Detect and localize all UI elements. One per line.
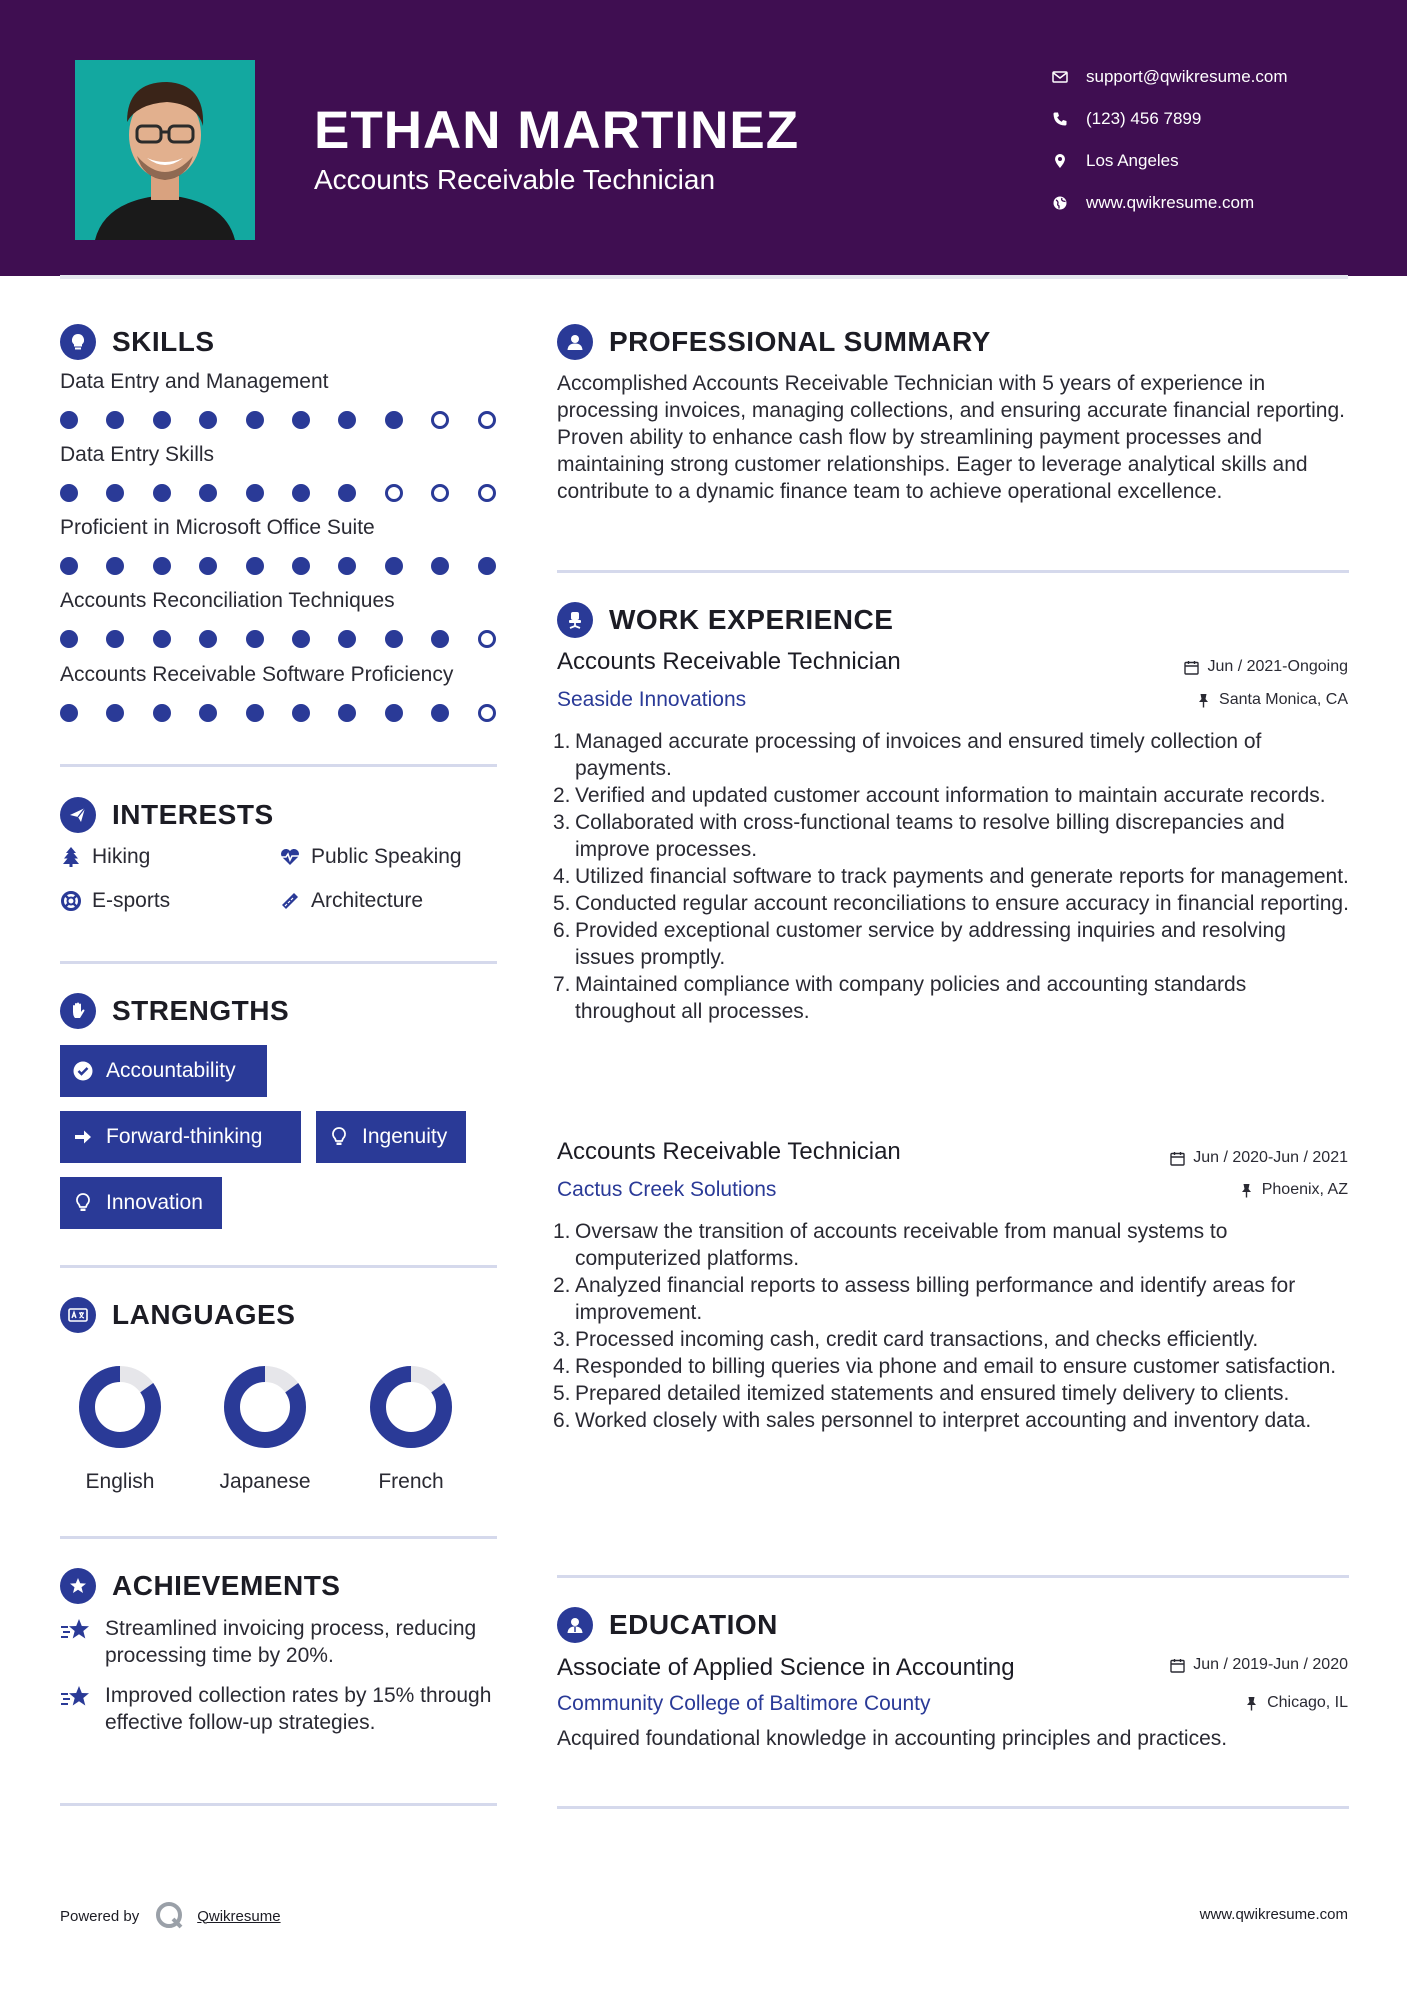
job-bullet: 4. Utilized financial software to track payments and generate reports for management. — [553, 865, 1349, 888]
section-divider — [60, 961, 497, 964]
rating-dot-empty — [431, 484, 449, 502]
rating-dot-filled — [199, 484, 217, 502]
profile-photo — [75, 60, 255, 240]
rating-dot-filled — [246, 630, 264, 648]
section-divider — [60, 1803, 497, 1806]
strength-label: Innovation — [106, 1191, 203, 1214]
pushpin-icon — [1239, 1183, 1254, 1198]
skill-item — [60, 443, 500, 473]
rating-dot-filled — [153, 484, 171, 502]
language-item — [200, 1362, 330, 1494]
contact-website-text: www.qwikresume.com — [1086, 193, 1255, 212]
calendar-icon — [1184, 660, 1199, 675]
job-bullets — [553, 728, 1349, 1025]
powered-by-text: Powered by — [60, 1907, 140, 1925]
education-school: Community College of Baltimore County — [557, 1692, 931, 1715]
rating-dot-filled — [478, 557, 496, 575]
globe-icon — [1052, 193, 1086, 213]
rating-dot-filled — [246, 557, 264, 575]
rating-dot-filled — [246, 411, 264, 429]
rating-dot-filled — [338, 704, 356, 722]
job-location — [1239, 1181, 1348, 1199]
language-label: Japanese — [219, 1470, 311, 1493]
translate-icon — [60, 1297, 96, 1333]
interests-heading-text: INTERESTS — [112, 799, 274, 830]
job-bullet: 7. Maintained compliance with company policies and accounting standards throughout all processes. — [553, 973, 1247, 1023]
interest-label: Hiking — [92, 845, 151, 868]
lightbulb-icon — [328, 1126, 350, 1148]
office-chair-icon — [557, 602, 593, 638]
rating-dot-filled — [60, 630, 78, 648]
skill-label: Accounts Reconciliation Techniques — [60, 589, 395, 612]
job-bullet: 3. Collaborated with cross-functional teams to resolve billing discrepancies and improve processes. — [553, 811, 1285, 861]
calendar-icon — [1170, 1658, 1185, 1673]
heartbeat-icon — [279, 846, 301, 868]
hand-icon — [60, 993, 96, 1029]
map-pin-icon — [1052, 151, 1086, 171]
education-heading — [557, 1607, 778, 1643]
resume-header — [0, 0, 1407, 276]
summary-heading — [557, 324, 991, 360]
rating-dot-filled — [60, 484, 78, 502]
lightbulb-icon — [60, 324, 96, 360]
skill-label: Proficient in Microsoft Office Suite — [60, 516, 375, 539]
interest-item — [279, 889, 423, 913]
rating-dot-filled — [385, 557, 403, 575]
job-company: Cactus Creek Solutions — [557, 1178, 777, 1201]
calendar-icon — [1170, 1151, 1185, 1166]
rating-dot-filled — [106, 411, 124, 429]
education-heading-text: EDUCATION — [609, 1609, 778, 1640]
rating-dot-filled — [60, 557, 78, 575]
skills-heading-text: SKILLS — [112, 326, 215, 357]
ruler-pencil-icon — [279, 890, 301, 912]
job-dates-text: Jun / 2021-Ongoing — [1207, 658, 1348, 675]
job-bullet: 2. Verified and updated customer account information to maintain accurate records. — [553, 784, 1326, 807]
skill-rating — [60, 484, 500, 502]
job-bullet: 2. Analyzed financial reports to assess billing performance and identify areas for improvement. — [553, 1274, 1296, 1324]
star-icon — [60, 1684, 92, 1712]
rating-dot-filled — [199, 630, 217, 648]
arrow-right-icon — [72, 1126, 94, 1148]
job-bullet: 5. Conducted regular account reconciliations to ensure accuracy in financial reporting. — [553, 892, 1349, 915]
strength-chip — [316, 1111, 466, 1163]
skill-item — [60, 589, 500, 619]
interest-label: E-sports — [92, 889, 171, 912]
rating-dot-filled — [199, 704, 217, 722]
rating-dot-empty — [478, 484, 496, 502]
rating-dot-filled — [292, 484, 310, 502]
languages-heading — [60, 1297, 295, 1333]
contact-phone-text: (123) 456 7899 — [1086, 109, 1202, 128]
rating-dot-filled — [431, 557, 449, 575]
section-divider — [60, 1265, 497, 1268]
contact-list — [1052, 56, 1392, 224]
language-item — [55, 1362, 185, 1494]
experience-heading-text: WORK EXPERIENCE — [609, 604, 894, 635]
achievement-item — [60, 1615, 500, 1669]
rating-dot-filled — [246, 484, 264, 502]
rating-dot-empty — [478, 630, 496, 648]
skill-item — [60, 370, 500, 400]
strengths-heading-text: STRENGTHS — [112, 995, 290, 1026]
skill-rating — [60, 630, 500, 648]
education-location — [1244, 1694, 1348, 1712]
rating-dot-empty — [385, 484, 403, 502]
job-dates-text: Jun / 2020-Jun / 2021 — [1193, 1149, 1348, 1166]
job-bullet: 1. Managed accurate processing of invoices and ensured timely collection of payments. — [553, 730, 1262, 780]
language-ring — [220, 1362, 310, 1452]
envelope-icon — [1052, 67, 1086, 87]
rating-dot-filled — [153, 411, 171, 429]
section-divider — [557, 1575, 1349, 1578]
rating-dot-filled — [199, 411, 217, 429]
summary-text: Accomplished Accounts Receivable Technician with 5 years of experience in processing invoices, managing collections, and ensuring accurate financial reporting. Proven ability to enhance cash flow by streamlining payment processes and maintaining strong customer relationships. Eager to leverage analytical skills and contribute to a dynamic finance team to achieve operational excellence. — [557, 372, 1345, 503]
contact-location-text: Los Angeles — [1086, 151, 1179, 170]
achievement-text: Improved collection rates by 15% through effective follow-up strategies. — [105, 1684, 492, 1734]
contact-website[interactable] — [1052, 182, 1392, 224]
experience-heading — [557, 602, 893, 638]
skill-label: Accounts Receivable Software Proficiency — [60, 663, 454, 686]
section-divider — [557, 1806, 1349, 1809]
job-bullet: 3. Processed incoming cash, credit card transactions, and checks efficiently. — [553, 1328, 1259, 1351]
rating-dot-filled — [292, 411, 310, 429]
star-icon — [60, 1617, 92, 1645]
rating-dot-filled — [60, 411, 78, 429]
achievement-text: Streamlined invoicing process, reducing processing time by 20%. — [105, 1617, 477, 1667]
lifebuoy-icon — [60, 890, 82, 912]
pushpin-icon — [1244, 1696, 1259, 1711]
skill-rating — [60, 557, 500, 575]
rating-dot-empty — [478, 411, 496, 429]
rating-dot-filled — [431, 704, 449, 722]
contact-email-text: support@qwikresume.com — [1086, 67, 1288, 86]
rating-dot-filled — [153, 704, 171, 722]
strength-label: Ingenuity — [362, 1125, 448, 1148]
rating-dot-filled — [292, 557, 310, 575]
rating-dot-filled — [338, 484, 356, 502]
rating-dot-filled — [431, 630, 449, 648]
strength-chip — [60, 1045, 267, 1097]
rating-dot-filled — [385, 704, 403, 722]
interest-item — [60, 889, 170, 913]
strength-chip — [60, 1177, 222, 1229]
rating-dot-filled — [246, 704, 264, 722]
lightbulb-icon — [72, 1192, 94, 1214]
graduate-icon — [557, 1607, 593, 1643]
achievements-heading-text: ACHIEVEMENTS — [112, 1570, 341, 1601]
contact-location — [1052, 140, 1392, 182]
rating-dot-filled — [60, 704, 78, 722]
job-bullets — [553, 1218, 1349, 1434]
strength-label: Forward-thinking — [106, 1125, 263, 1148]
strengths-heading — [60, 993, 289, 1029]
rating-dot-filled — [338, 630, 356, 648]
job-bullet: 6. Provided exceptional customer service by addressing inquiries and resolving issues promptly. — [553, 919, 1286, 969]
rating-dot-filled — [338, 411, 356, 429]
job-bullet: 5. Prepared detailed itemized statements and ensured timely delivery to clients. — [553, 1382, 1290, 1405]
language-item — [346, 1362, 476, 1494]
rating-dot-filled — [153, 630, 171, 648]
rating-dot-filled — [385, 411, 403, 429]
interest-item — [279, 845, 462, 869]
language-ring — [75, 1362, 165, 1452]
interest-label: Architecture — [311, 889, 424, 912]
check-circle-icon — [72, 1060, 94, 1082]
skill-item — [60, 663, 500, 693]
pushpin-icon — [1196, 693, 1211, 708]
interest-item — [60, 845, 150, 869]
phone-icon — [1052, 109, 1086, 129]
education-dates — [1170, 1656, 1348, 1674]
candidate-title: Accounts Receivable Technician — [314, 164, 716, 195]
rating-dot-empty — [478, 704, 496, 722]
header-divider — [60, 275, 1348, 279]
interest-label: Public Speaking — [311, 845, 462, 868]
user-icon — [557, 324, 593, 360]
rating-dot-filled — [292, 630, 310, 648]
job-bullet: 6. Worked closely with sales personnel to interpret accounting and inventory data. — [553, 1409, 1312, 1432]
job-company: Seaside Innovations — [557, 688, 747, 711]
job-bullet: 1. Oversaw the transition of accounts receivable from manual systems to computerized platforms. — [553, 1220, 1228, 1270]
education-description: Acquired foundational knowledge in accounting principles and practices. — [557, 1727, 1228, 1750]
language-ring — [366, 1362, 456, 1452]
candidate-name: ETHAN MARTINEZ — [314, 101, 800, 160]
skill-rating — [60, 411, 500, 429]
tree-icon — [60, 846, 82, 868]
job-title: Accounts Receivable Technician — [557, 1138, 901, 1165]
section-divider — [557, 570, 1349, 573]
skills-heading — [60, 324, 215, 360]
job-dates — [1170, 1149, 1348, 1167]
skill-label: Data Entry Skills — [60, 443, 215, 466]
rating-dot-filled — [385, 630, 403, 648]
section-divider — [60, 1536, 497, 1539]
job-location — [1196, 691, 1348, 709]
contact-phone[interactable] — [1052, 98, 1392, 140]
language-label: French — [378, 1470, 444, 1493]
strength-chip — [60, 1111, 301, 1163]
qwikresume-logo-icon — [153, 1899, 187, 1933]
footer-website[interactable]: www.qwikresume.com — [1199, 1906, 1348, 1923]
strength-label: Accountability — [106, 1059, 236, 1082]
education-dates-text: Jun / 2019-Jun / 2020 — [1193, 1656, 1348, 1673]
section-divider — [60, 764, 497, 767]
education-degree: Associate of Applied Science in Accounting — [557, 1654, 1015, 1681]
rating-dot-filled — [106, 704, 124, 722]
job-location-text: Phoenix, AZ — [1261, 1181, 1348, 1198]
job-title: Accounts Receivable Technician — [557, 648, 901, 675]
skill-item — [60, 516, 500, 546]
achievement-item — [60, 1682, 500, 1736]
job-bullet: 4. Responded to billing queries via phone and email to ensure customer satisfaction. — [553, 1355, 1337, 1378]
rating-dot-filled — [106, 630, 124, 648]
skill-label: Data Entry and Management — [60, 370, 329, 393]
contact-email[interactable] — [1052, 56, 1392, 98]
rating-dot-filled — [338, 557, 356, 575]
job-location-text: Santa Monica, CA — [1219, 691, 1348, 708]
paper-plane-icon — [60, 797, 96, 833]
rating-dot-filled — [106, 557, 124, 575]
footer-powered-by — [60, 1899, 281, 1933]
language-label: English — [85, 1470, 155, 1493]
interests-heading — [60, 797, 274, 833]
star-badge-icon — [60, 1568, 96, 1604]
rating-dot-filled — [199, 557, 217, 575]
summary-heading-text: PROFESSIONAL SUMMARY — [609, 326, 991, 357]
education-location-text: Chicago, IL — [1267, 1694, 1348, 1711]
rating-dot-filled — [106, 484, 124, 502]
rating-dot-filled — [292, 704, 310, 722]
rating-dot-filled — [153, 557, 171, 575]
rating-dot-empty — [431, 411, 449, 429]
brand-link[interactable]: Qwikresume — [197, 1907, 281, 1925]
skill-rating — [60, 704, 500, 722]
achievements-heading — [60, 1568, 340, 1604]
languages-heading-text: LANGUAGES — [112, 1299, 296, 1330]
job-dates — [1184, 658, 1348, 676]
